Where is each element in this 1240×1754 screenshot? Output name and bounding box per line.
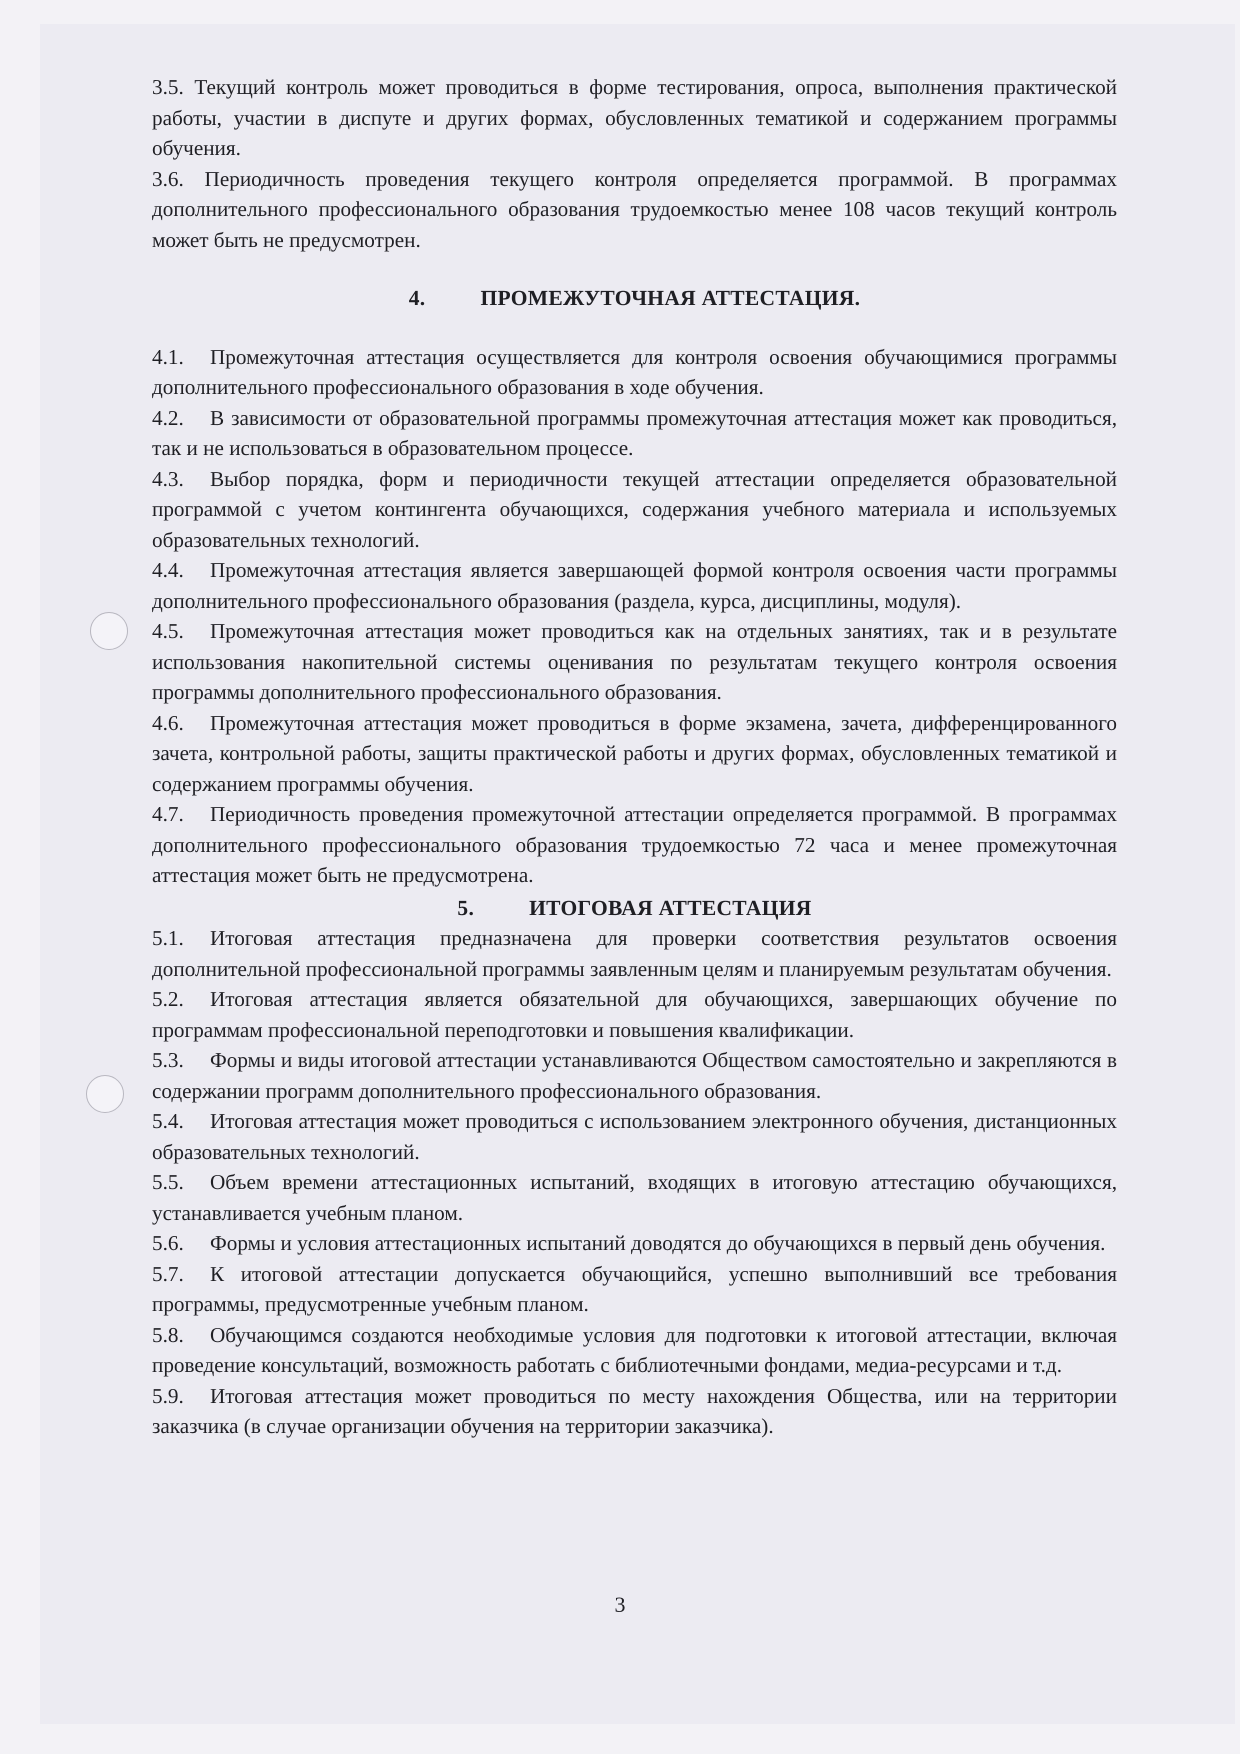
section-5-heading <box>152 893 1117 924</box>
item-text: Итоговая аттестация является обязательной для обучающихся, завершающих обучение по программам профессиональной переподготовки и повышения квалификации. <box>152 987 1117 1042</box>
paragraph-5-2 <box>152 984 1117 1045</box>
item-number: 4.3. <box>152 466 184 491</box>
paragraph-5-5 <box>152 1167 1117 1228</box>
paragraph-3-6 <box>152 164 1117 256</box>
item-text: Промежуточная аттестация может проводиться в форме экзамена, зачета, дифференцированного зачета, контрольной работы, защиты практической работы и других формах, обусловленных тематикой и содержанием программы обучения. <box>152 710 1117 796</box>
item-number: 3.6. <box>152 166 184 191</box>
item-number: 5.4. <box>152 1109 184 1133</box>
item-number: 4.6. <box>152 710 184 735</box>
section-title: ИТОГОВАЯ АТТЕСТАЦИЯ <box>529 895 812 920</box>
item-text: Текущий контроль может проводиться в форме тестирования, опроса, выполнения практической работы, участии в диспуте и других формах, обусловленных тематикой и содержанием программы обучения. <box>152 75 1118 160</box>
paragraph-5-9 <box>152 1381 1117 1442</box>
item-text: Формы и виды итоговой аттестации устанавливаются Обществом самостоятельно и закрепляются в содержании программ дополнительного профессионального образования. <box>152 1048 1117 1103</box>
section-4-heading <box>152 283 1117 314</box>
paragraph-5-4 <box>152 1106 1117 1167</box>
section-number: 4. <box>408 286 426 310</box>
item-text: Периодичность проведения текущего контроля определяется программой. В программах дополнительного профессионального образования трудоемкостью менее 108 часов текущий контроль может быть не предусмотрен. <box>152 166 1118 252</box>
item-text: Промежуточная аттестация осуществляется для контроля освоения обучающимися программы дополнительного профессионального образования в ходе обучения. <box>152 344 1117 399</box>
item-number: 5.2. <box>152 987 184 1011</box>
item-number: 4.4. <box>152 558 184 582</box>
item-text: Периодичность проведения промежуточной аттестации определяется программой. В программах дополнительного профессионального образования трудоемкостью 72 часа и менее промежуточная аттестация может быть не предусмотрена. <box>152 802 1117 887</box>
paragraph-3-5 <box>152 72 1117 164</box>
item-text: Выбор порядка, форм и периодичности текущей аттестации определяется образовательной программой с учетом контингента обучающихся, содержания учебного материала и используемых образовательных технологий. <box>152 466 1117 552</box>
item-text: Формы и условия аттестационных испытаний доводятся до обучающихся в первый день обучения. <box>210 1231 1106 1255</box>
item-number: 4.1. <box>152 344 184 369</box>
item-text: Промежуточная аттестация является завершающей формой контроля освоения части программы дополнительного профессионального образования (раздела, курса, дисциплины, модуля). <box>152 558 1117 613</box>
paragraph-5-6 <box>152 1228 1117 1259</box>
paragraph-4-2 <box>152 403 1117 464</box>
item-text: Итоговая аттестация может проводиться с использованием электронного обучения, дистанционных образовательных технологий. <box>152 1109 1117 1164</box>
item-text: К итоговой аттестации допускается обучающийся, успешно выполнивший все требования программы, предусмотренные учебным планом. <box>152 1261 1117 1316</box>
item-number: 4.5. <box>152 619 184 643</box>
item-number: 5.8. <box>152 1322 184 1347</box>
paragraph-5-8 <box>152 1320 1117 1381</box>
item-text: Обучающимся создаются необходимые условия для подготовки к итоговой аттестации, включая проведение консультаций, возможность работать с библиотечными фондами, медиа-ресурсами и т.д. <box>152 1322 1117 1377</box>
section-number: 5. <box>457 895 475 920</box>
item-number: 5.7. <box>152 1261 184 1286</box>
item-text: Итоговая аттестация может проводиться по месту нахождения Общества, или на территории заказчика (в случае организации обучения на территории заказчика). <box>152 1383 1117 1438</box>
punch-hole-bottom <box>86 1075 124 1113</box>
item-number: 3.5. <box>152 75 184 99</box>
item-number: 5.9. <box>152 1383 184 1408</box>
item-number: 5.6. <box>152 1231 184 1255</box>
item-number: 4.2. <box>152 405 184 430</box>
paragraph-5-7 <box>152 1259 1117 1320</box>
item-number: 5.3. <box>152 1048 184 1072</box>
section-title: ПРОМЕЖУТОЧНАЯ АТТЕСТАЦИЯ. <box>480 286 861 310</box>
page-number: 3 <box>614 1592 626 1617</box>
paragraph-4-1 <box>152 342 1117 403</box>
item-text: Промежуточная аттестация может проводиться как на отдельных занятиях, так и в результате использования накопительной системы оценивания по результатам текущего контроля освоения программы дополнительного профессионального образования. <box>152 619 1117 704</box>
item-text: В зависимости от образовательной программы промежуточная аттестация может как проводиться, так и не использоваться в образовательном процессе. <box>152 405 1117 460</box>
document-body <box>152 72 1117 1442</box>
paragraph-4-6 <box>152 708 1117 800</box>
paragraph-5-1 <box>152 923 1117 984</box>
item-number: 5.5. <box>152 1170 184 1194</box>
paragraph-5-3 <box>152 1045 1117 1106</box>
item-number: 5.1. <box>152 926 184 950</box>
item-number: 4.7. <box>152 802 184 826</box>
punch-hole-top <box>90 612 128 650</box>
paragraph-4-7 <box>152 799 1117 891</box>
item-text: Объем времени аттестационных испытаний, входящих в итоговую аттестацию обучающихся, устанавливается учебным планом. <box>152 1170 1117 1225</box>
item-text: Итоговая аттестация предназначена для проверки соответствия результатов освоения дополнительной профессиональной программы заявленным целям и планируемым результатам обучения. <box>152 926 1117 981</box>
paragraph-4-5 <box>152 616 1117 708</box>
paragraph-4-3 <box>152 464 1117 556</box>
paragraph-4-4 <box>152 555 1117 616</box>
